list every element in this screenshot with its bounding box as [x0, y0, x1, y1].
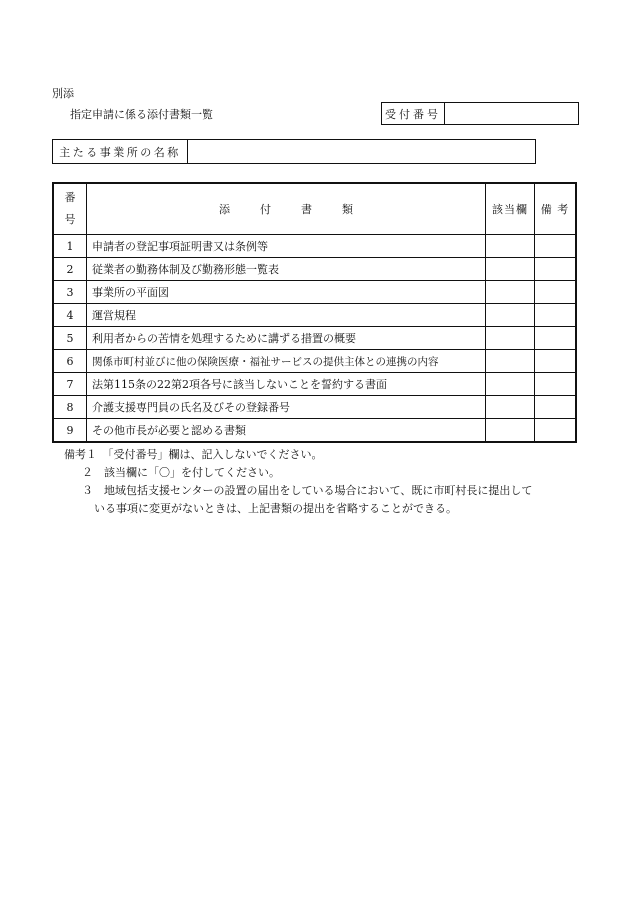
row-remarks-cell[interactable]	[535, 281, 577, 304]
remarks-section	[64, 446, 584, 518]
row-remarks-cell[interactable]	[535, 373, 577, 396]
row-applicable-cell[interactable]	[486, 235, 535, 258]
row-remarks-cell[interactable]	[535, 235, 577, 258]
remark-2: ２ 該当欄に「〇」を付してください。	[82, 466, 280, 479]
row-applicable-cell[interactable]	[486, 304, 535, 327]
row-applicable-cell[interactable]	[486, 396, 535, 419]
table-row	[53, 304, 576, 327]
table-header-row	[53, 183, 576, 235]
attachment-label: 別添	[52, 87, 74, 100]
row-number: 6	[53, 350, 87, 373]
remark-3: ３ 地域包括支援センターの設置の届出をしている場合において、既に市町村長に提出して	[82, 484, 533, 497]
attached-documents-table	[52, 182, 577, 443]
row-applicable-cell[interactable]	[486, 327, 535, 350]
row-remarks-cell[interactable]	[535, 304, 577, 327]
receipt-number-field[interactable]	[445, 103, 578, 124]
remark-3-continued: いる事項に変更がないときは、上記書類の提出を省略することができる。	[94, 502, 457, 515]
header-documents: 添付書類	[87, 183, 486, 235]
table-row	[53, 235, 576, 258]
row-number: 9	[53, 419, 87, 443]
row-document-name: その他市長が必要と認める書類	[87, 419, 486, 443]
table-row	[53, 258, 576, 281]
row-remarks-cell[interactable]	[535, 419, 577, 443]
row-remarks-cell[interactable]	[535, 396, 577, 419]
table-row	[53, 419, 576, 443]
receipt-number-label: 受付番号	[382, 103, 445, 124]
row-document-name: 法第115条の22第2項各号に該当しないことを誓約する書面	[87, 373, 486, 396]
table-row	[53, 327, 576, 350]
table-row	[53, 281, 576, 304]
table-row	[53, 350, 576, 373]
row-number: 5	[53, 327, 87, 350]
receipt-number-box	[381, 102, 579, 125]
row-number: 4	[53, 304, 87, 327]
row-applicable-cell[interactable]	[486, 419, 535, 443]
row-applicable-cell[interactable]	[486, 258, 535, 281]
row-document-name: 利用者からの苦情を処理するために講ずる措置の概要	[87, 327, 486, 350]
row-remarks-cell[interactable]	[535, 327, 577, 350]
row-document-name: 申請者の登記事項証明書又は条例等	[87, 235, 486, 258]
row-document-name: 関係市町村並びに他の保険医療・福祉サービスの提供主体との連携の内容	[87, 350, 486, 373]
office-name-label: 主たる事業所の名称	[53, 140, 188, 163]
header-remarks: 備 考	[535, 183, 577, 235]
table-row	[53, 396, 576, 419]
row-number: 3	[53, 281, 87, 304]
row-document-name: 介護支援専門員の氏名及びその登録番号	[87, 396, 486, 419]
header-number: 番 号	[53, 183, 87, 235]
document-subtitle: 指定申請に係る添付書類一覧	[70, 108, 213, 121]
office-name-field[interactable]	[188, 140, 535, 163]
row-applicable-cell[interactable]	[486, 281, 535, 304]
row-remarks-cell[interactable]	[535, 258, 577, 281]
office-name-box	[52, 139, 536, 164]
row-number: 2	[53, 258, 87, 281]
row-applicable-cell[interactable]	[486, 350, 535, 373]
row-document-name: 従業者の勤務体制及び勤務形態一覧表	[87, 258, 486, 281]
row-document-name: 運営規程	[87, 304, 486, 327]
row-number: 1	[53, 235, 87, 258]
table-row	[53, 373, 576, 396]
row-applicable-cell[interactable]	[486, 373, 535, 396]
row-number: 8	[53, 396, 87, 419]
remark-1: 備考１ 「受付番号」欄は、記入しないでください。	[64, 448, 323, 461]
row-document-name: 事業所の平面図	[87, 281, 486, 304]
row-remarks-cell[interactable]	[535, 350, 577, 373]
row-number: 7	[53, 373, 87, 396]
header-applicable: 該当欄	[486, 183, 535, 235]
